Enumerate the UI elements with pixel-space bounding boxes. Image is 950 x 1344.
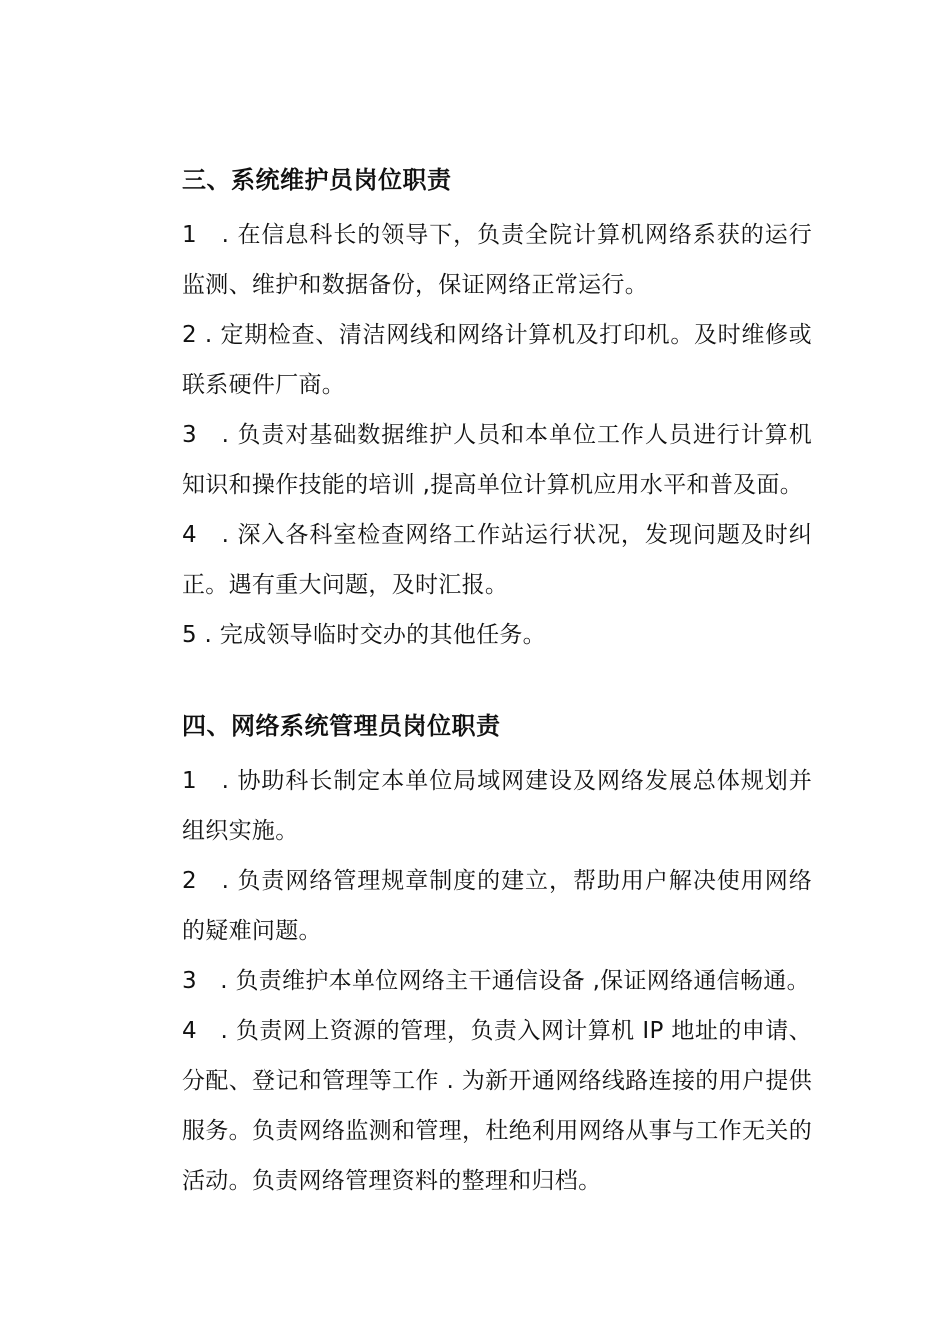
section-system-maintainer <box>182 160 812 660</box>
list-item: 4 . 负责网上资源的管理，负责入网计算机 IP 地址的申请、分配、登记和管理等工作 . 为新开通网络线路连接的用户提供服务。负责网络监测和管理，杜绝利用网络从事与工作无关的活动。负责网络管理资料的整理和归档。 <box>182 1018 812 1194</box>
list-item: 2 . 定期检查、清洁网线和网络计算机及打印机。及时维修或联系硬件厂商。 <box>182 322 812 398</box>
section-network-admin <box>182 706 812 1206</box>
list-item: 2 . 负责网络管理规章制度的建立，帮助用户解决使用网络的疑难问题。 <box>182 868 812 944</box>
list-item: 5 . 完成领导临时交办的其他任务。 <box>182 622 546 648</box>
section-heading: 四、网络系统管理员岗位职责 <box>182 712 501 740</box>
list-item: 3 . 负责维护本单位网络主干通信设备 ,保证网络通信畅通。 <box>182 968 810 994</box>
list-item: 1 . 协助科长制定本单位局域网建设及网络发展总体规划并组织实施。 <box>182 768 812 844</box>
list-item: 4 . 深入各科室检查网络工作站运行状况，发现问题及时纠正。遇有重大问题，及时汇报。 <box>182 522 812 598</box>
section-heading: 三、系统维护员岗位职责 <box>182 166 452 194</box>
list-item: 3 . 负责对基础数据维护人员和本单位工作人员进行计算机知识和操作技能的培训 ,提高单位计算机应用水平和普及面。 <box>182 422 812 498</box>
list-item: 1 . 在信息科长的领导下，负责全院计算机网络系获的运行监测、维护和数据备份，保证网络正常运行。 <box>182 222 812 298</box>
